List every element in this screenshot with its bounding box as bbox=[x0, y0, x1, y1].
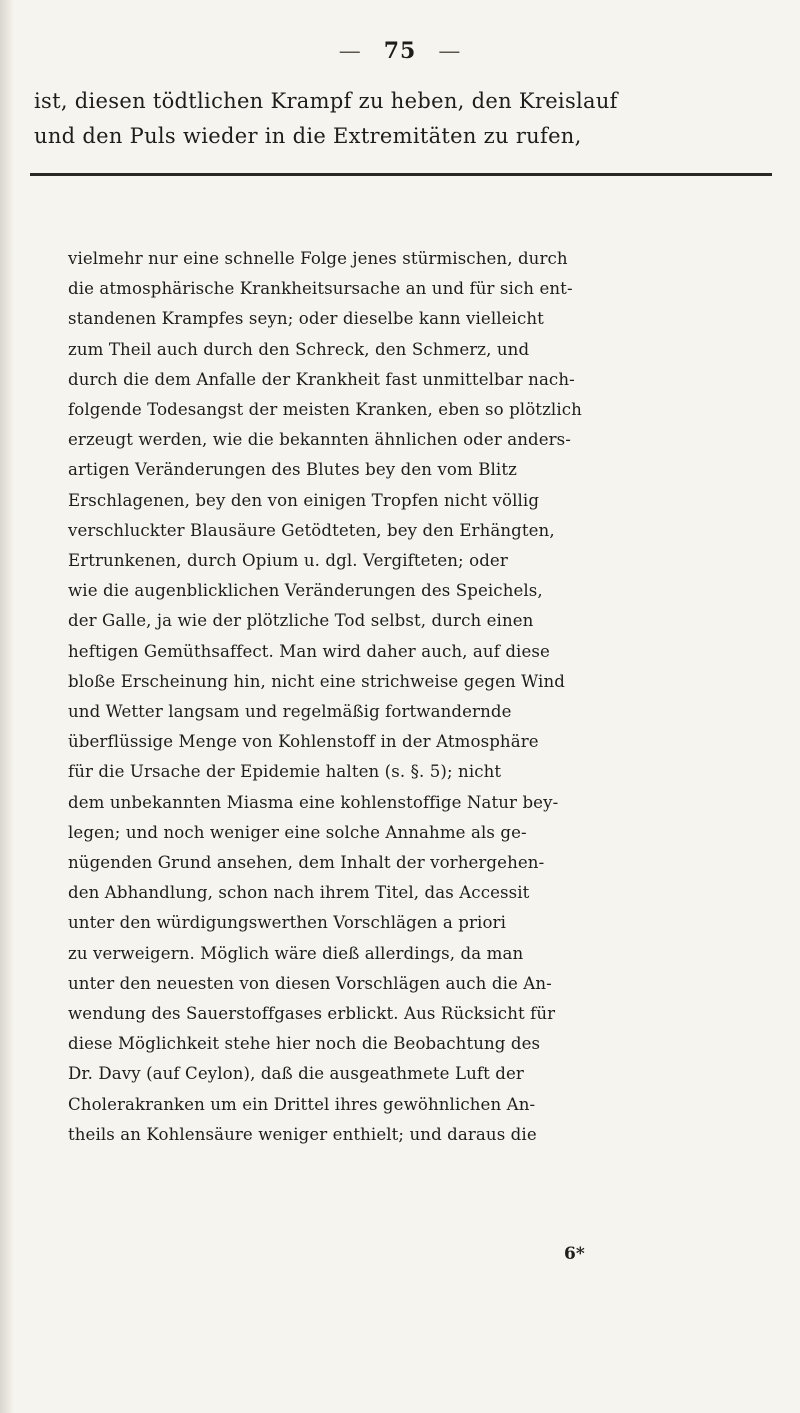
main-text bbox=[34, 84, 764, 154]
footnote bbox=[68, 244, 768, 1150]
main-text-line: ist, diesen tödtlichen Krampf zu heben, den Kreislauf bbox=[34, 89, 618, 113]
footnote-line: durch die dem Anfalle der Krankheit fast unmittelbar nach- bbox=[68, 369, 575, 389]
footnote-line: legen; und noch weniger eine solche Annahme als ge- bbox=[68, 822, 527, 842]
footnote-line: erzeugt werden, wie die bekannten ähnlichen oder anders- bbox=[68, 430, 572, 450]
footnote-line: nügenden Grund ansehen, dem Inhalt der vorhergehen- bbox=[68, 853, 545, 873]
footnote-line: für die Ursache der Epidemie halten (s. §. 5); nicht bbox=[68, 762, 502, 782]
footnote-line: folgende Todesangst der meisten Kranken, eben so plötzlich bbox=[68, 400, 582, 420]
page-edge-shadow bbox=[0, 0, 14, 1413]
footnote-line: die atmosphärische Krankheitsursache an und für sich ent- bbox=[68, 279, 573, 299]
page-number: 75 bbox=[383, 38, 417, 64]
footnote-line: zum Theil auch durch den Schreck, den Schmerz, und bbox=[68, 339, 530, 359]
footnote-line: diese Möglichkeit stehe hier noch die Beobachtung des bbox=[68, 1034, 541, 1054]
footnote-separator-rule bbox=[30, 173, 772, 176]
footnote-line: unter den würdigungswerthen Vorschlägen a priori bbox=[68, 913, 506, 933]
header-dash-left: — bbox=[338, 39, 362, 64]
footnote-line: Cholerakranken um ein Drittel ihres gewöhnlichen An- bbox=[68, 1094, 536, 1114]
page-header bbox=[0, 38, 800, 64]
footnote-line: unter den neuesten von diesen Vorschlägen auch die An- bbox=[68, 973, 552, 993]
header-dash-right: — bbox=[438, 39, 462, 64]
footnote-line: bloße Erscheinung hin, nicht eine strichweise gegen Wind bbox=[68, 671, 565, 691]
footnote-line: wie die augenblicklichen Veränderungen des Speichels, bbox=[68, 581, 543, 601]
main-text-line: und den Puls wieder in die Extremitäten zu rufen, bbox=[34, 124, 582, 148]
footnote-line: wendung des Sauerstoffgases erblickt. Aus Rücksicht für bbox=[68, 1004, 556, 1024]
footnote-line: und Wetter langsam und regelmäßig fortwandernde bbox=[68, 702, 512, 722]
footnote-line: heftigen Gemüthsaffect. Man wird daher auch, auf diese bbox=[68, 641, 550, 661]
footnote-line: Erschlagenen, bey den von einigen Tropfen nicht völlig bbox=[68, 490, 540, 510]
footnote-line: standenen Krampfes seyn; oder dieselbe kann vielleicht bbox=[68, 309, 544, 329]
footnote-line: theils an Kohlensäure weniger enthielt; und daraus die bbox=[68, 1124, 537, 1144]
footnote-line: Ertrunkenen, durch Opium u. dgl. Vergifteten; oder bbox=[68, 551, 508, 571]
footnote-line: artigen Veränderungen des Blutes bey den vom Blitz bbox=[68, 460, 517, 480]
footnote-line: verschluckter Blausäure Getödteten, bey den Erhängten, bbox=[68, 520, 555, 540]
signature-mark: 6* bbox=[564, 1244, 585, 1264]
footnote-line: überflüssige Menge von Kohlenstoff in der Atmosphäre bbox=[68, 732, 539, 752]
footnote-line: der Galle, ja wie der plötzliche Tod selbst, durch einen bbox=[68, 611, 534, 631]
footnote-line: zu verweigern. Möglich wäre dieß allerdings, da man bbox=[68, 943, 524, 963]
footnote-line: Dr. Davy (auf Ceylon), daß die ausgeathmete Luft der bbox=[68, 1064, 524, 1084]
footnote-line: dem unbekannten Miasma eine kohlenstoffige Natur bey- bbox=[68, 792, 559, 812]
footnote-line: den Abhandlung, schon nach ihrem Titel, das Accessit bbox=[68, 883, 530, 903]
footnote-line: vielmehr nur eine schnelle Folge jenes stürmischen, durch bbox=[68, 249, 568, 268]
